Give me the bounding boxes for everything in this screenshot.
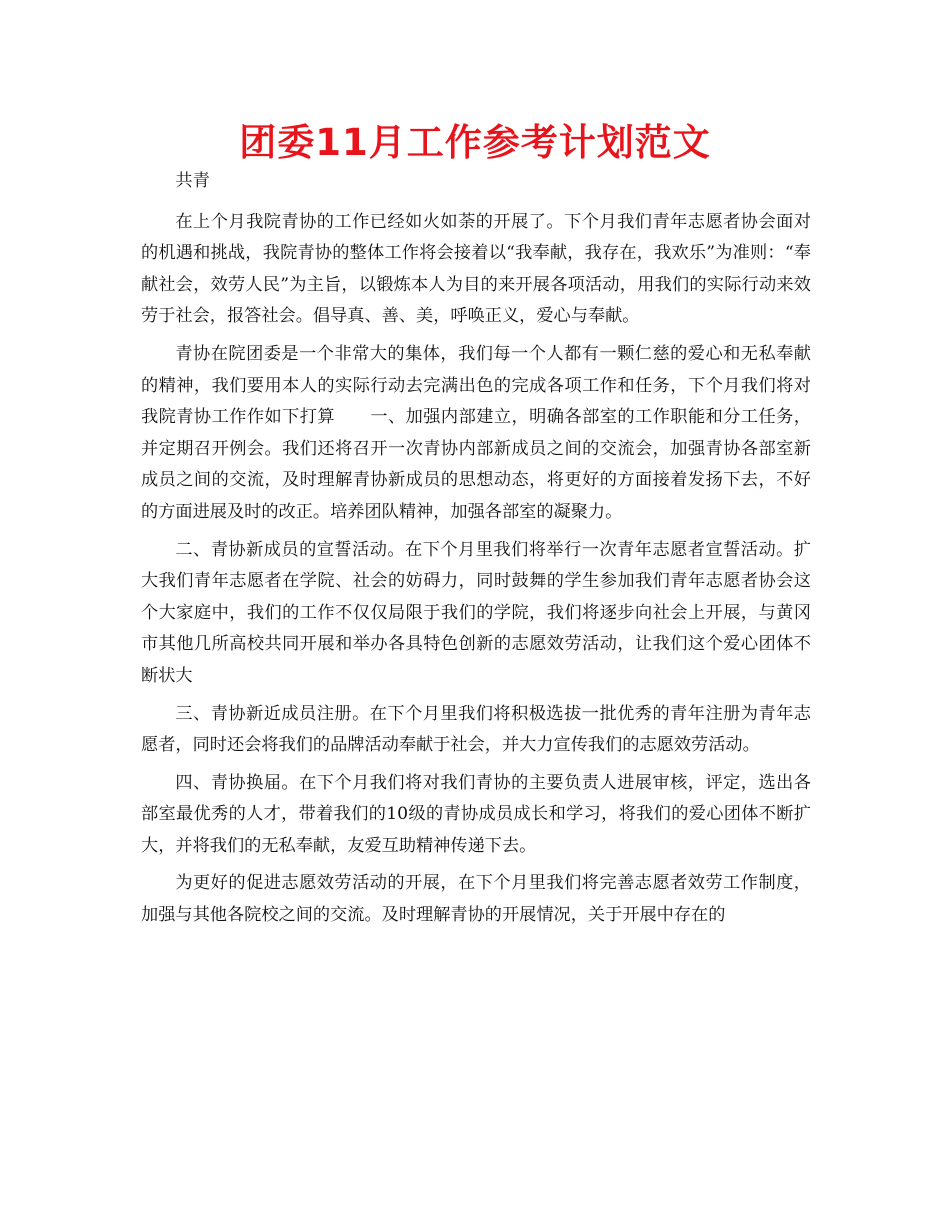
paragraph-plan-item-4: 四、青协换届。在下个月我们将对我们青协的主要负责人进展审核，评定，选出各部室最优秀的人才，带着我们的10级的青协成员成长和学习，将我们的爱心团体不断扩大，并将我们的无私奉献，友爱互助精神传递下去。 <box>141 772 811 856</box>
salutation: 共青 <box>175 171 210 191</box>
document-body <box>141 166 811 938</box>
paragraph-intro: 在上个月我院青协的工作已经如火如荼的开展了。下个月我们青年志愿者协会面对的机遇和挑战，我院青协的整体工作将会接着以“我奉献，我存在，我欢乐”为准则：“奉献社会，效劳人民”为主旨，以锻炼本人为目的来开展各项活动，用我们的实际行动来效劳于社会，报答社会。倡导真、善、美，呼唤正义，爱心与奉献。 <box>141 211 811 327</box>
paragraph-plan-item-2: 二、青协新成员的宣誓活动。在下个月里我们将举行一次青年志愿者宣誓活动。扩大我们青年志愿者在学院、社会的妨碍力，同时鼓舞的学生参加我们青年志愿者协会这个大家庭中，我们的工作不仅仅局限于我们的学院，我们将逐步向社会上开展，与黄冈市其他几所高校共同开展和举办各具特色创新的志愿效劳活动，让我们这个爱心团体不断状大 <box>141 539 811 686</box>
paragraph-plan-item-1: 青协在院团委是一个非常大的集体，我们每一个人都有一颗仁慈的爱心和无私奉献的精神，我们要用本人的实际行动去完满出色的完成各项工作和任务，下个月我们将对我院青协工作作如下打算 一、加强内部建立，明确各部室的工作职能和分工任务，并定期召开例会。我们还将召开一次青协内部新成员之间的交流会，加强青协各部室新成员之间的交流，及时理解青协新成员的思想动态，将更好的方面接着发扬下去，不好的方面进展及时的改正。培养团队精神，加强各部室的凝聚力。 <box>141 343 811 522</box>
document-title: 团委11月工作参考计划范文 <box>239 121 711 164</box>
paragraph-plan-item-3: 三、青协新近成员注册。在下个月里我们将积极选拔一批优秀的青年注册为青年志愿者，同时还会将我们的品牌活动奉献于社会，并大力宣传我们的志愿效劳活动。 <box>141 703 811 756</box>
paragraph-closing: 为更好的促进志愿效劳活动的开展，在下个月里我们将完善志愿者效劳工作制度，加强与其他各院校之间的交流。及时理解青协的开展情况，关于开展中存在的 <box>141 873 811 926</box>
